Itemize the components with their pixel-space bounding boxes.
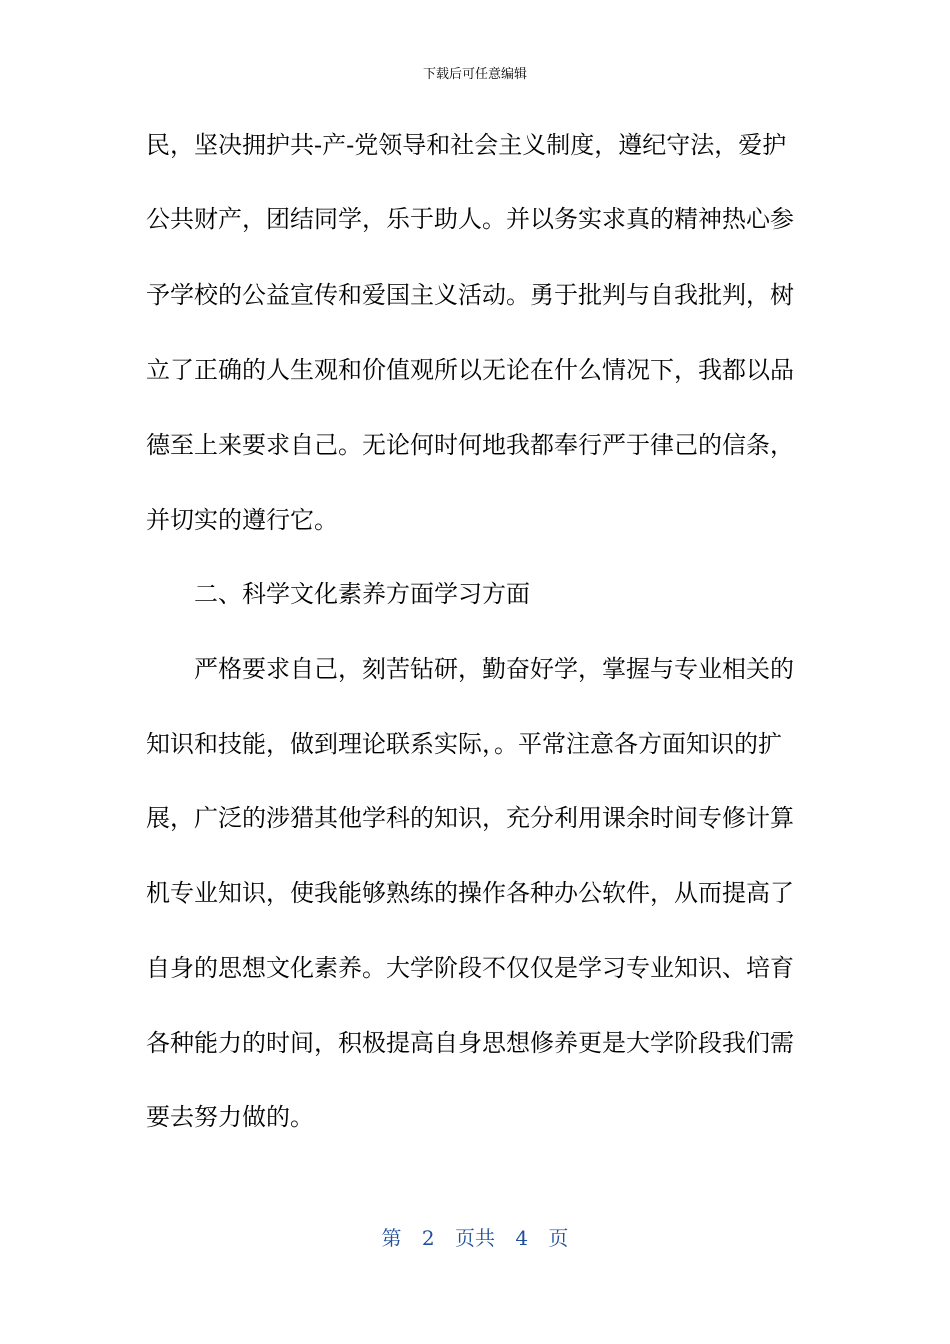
body-line: 予学校的公益宣传和爱国主义活动。勇于批判与自我批判，树 [146,281,794,309]
body-line: 机专业知识，使我能够熟练的操作各种办公软件，从而提高了 [146,879,794,907]
body-line: 知识和技能，做到理论联系实际，。平常注意各方面知识的扩 [146,730,782,758]
header-note: 下载后可任意编辑 [422,67,527,82]
page-number-footer: 第 2 页共 4 页 [381,1226,569,1250]
body-line: 并切实的遵行它。 [146,506,338,534]
body-line: 立了正确的人生观和价值观所以无论在什么情况下，我都以品 [146,356,794,384]
body-line: 公共财产，团结同学，乐于助人。并以务实求真的精神热心参 [146,205,794,233]
body-line: 要去努力做的。 [146,1103,314,1131]
body-line: 各种能力的时间，积极提高自身思想修养更是大学阶段我们需 [146,1029,794,1057]
section-heading: 二、科学文化素养方面学习方面 [194,580,530,608]
body-line: 民，坚决拥护共-产-党领导和社会主义制度，遵纪守法，爱护 [146,131,787,159]
body-line: 德至上来要求自己。无论何时何地我都奉行严于律己的信条， [146,431,794,459]
body-line: 自身的思想文化素养。大学阶段不仅仅是学习专业知识、培育 [146,954,794,982]
body-line: 严格要求自己，刻苦钻研，勤奋好学，掌握与专业相关的 [194,655,794,683]
body-line: 展，广泛的涉猎其他学科的知识，充分利用课余时间专修计算 [146,804,794,832]
